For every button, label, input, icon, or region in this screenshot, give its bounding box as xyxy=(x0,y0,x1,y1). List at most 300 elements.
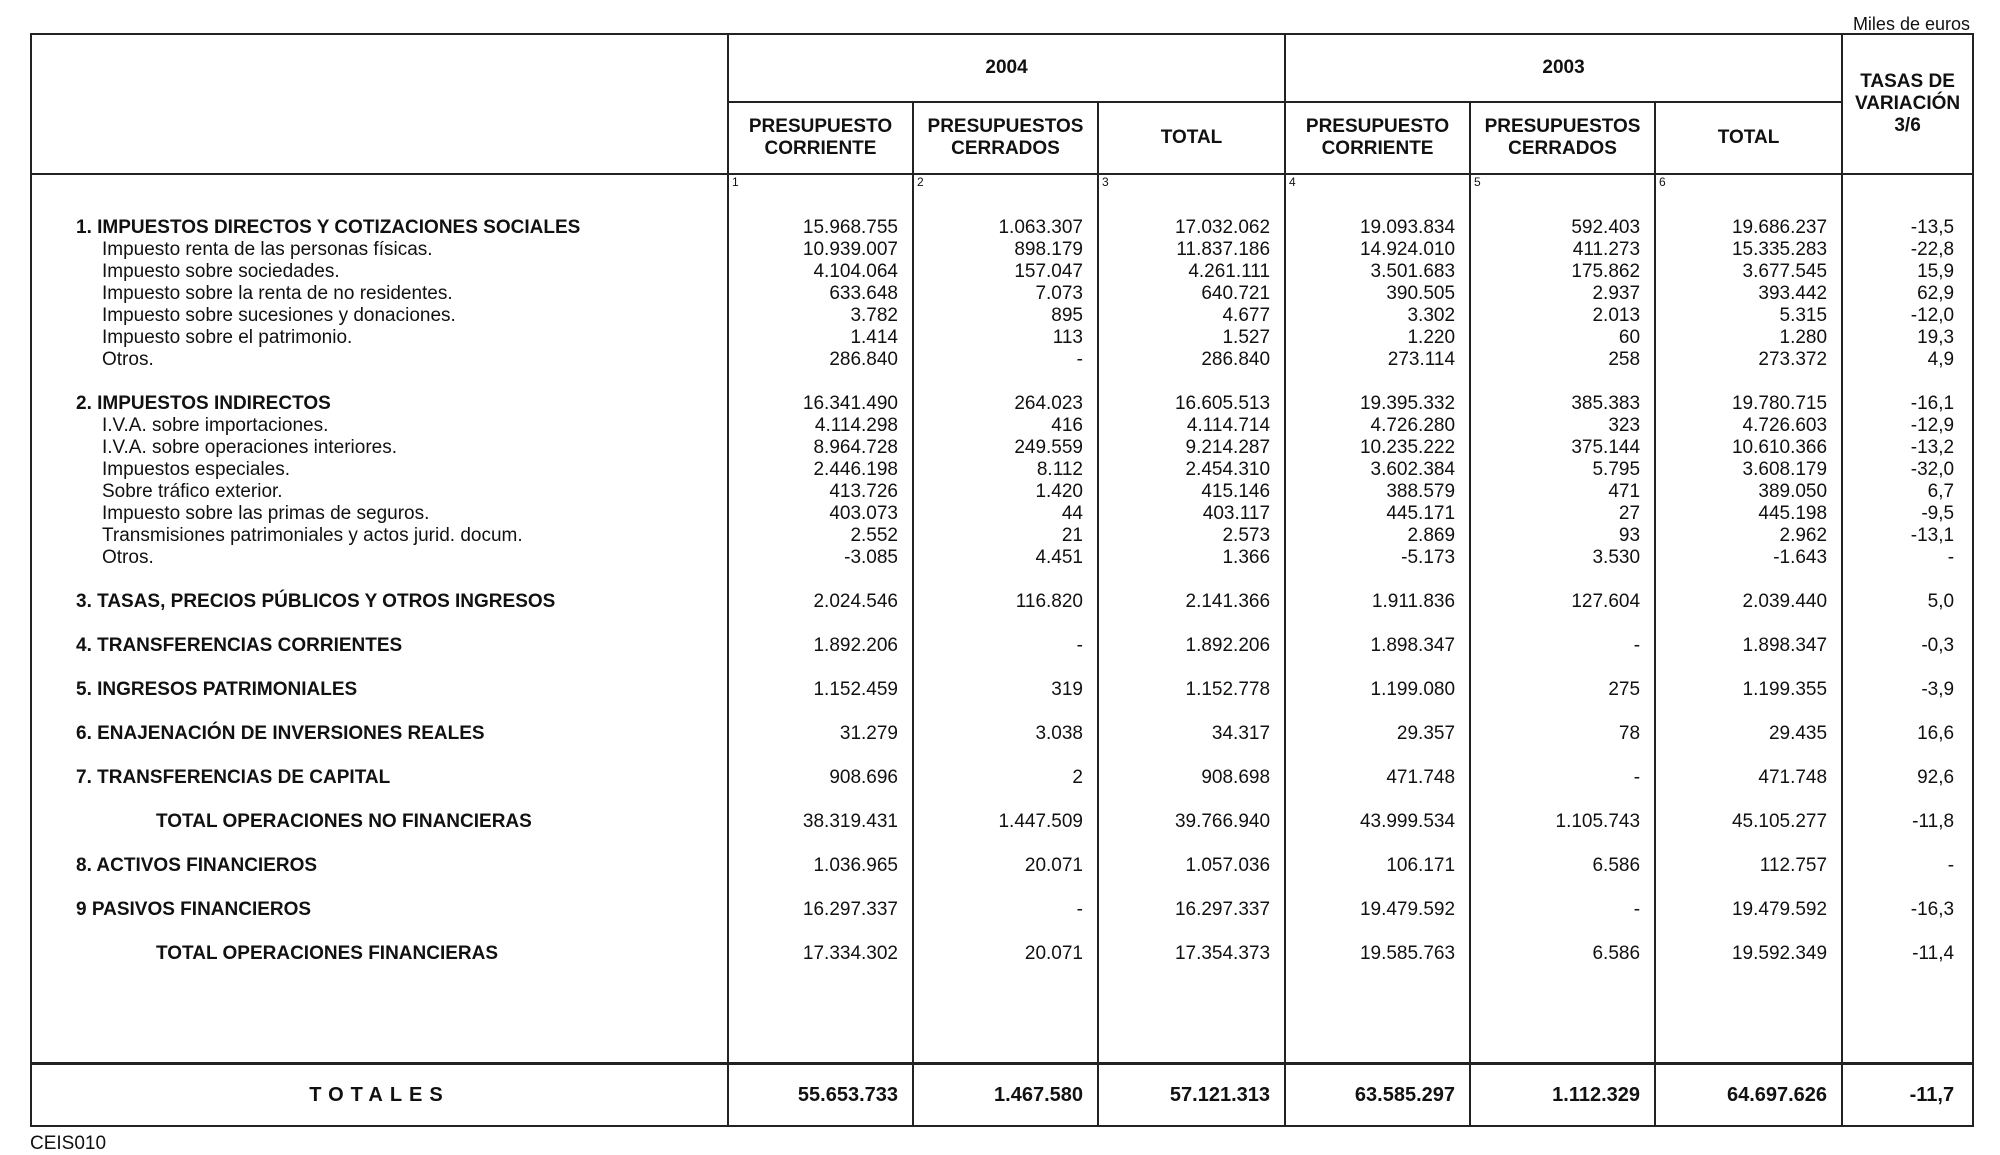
spacer-cell xyxy=(728,701,913,723)
value-cell: 1.911.836 xyxy=(1285,591,1470,613)
value-cell: 1.152.778 xyxy=(1098,679,1285,701)
value-cell: 10.610.366 xyxy=(1655,437,1842,459)
value-cell: -1.643 xyxy=(1655,547,1842,569)
rate-cell: - xyxy=(1842,855,1973,877)
value-cell: 2.937 xyxy=(1470,283,1655,305)
header-year-2004: 2004 xyxy=(728,34,1285,102)
value-cell: 413.726 xyxy=(728,481,913,503)
value-cell: 175.862 xyxy=(1470,261,1655,283)
value-cell: 10.235.222 xyxy=(1285,437,1470,459)
spacer-cell xyxy=(31,789,728,811)
value-cell: 3.782 xyxy=(728,305,913,327)
spacer-cell xyxy=(1655,371,1842,393)
totals-value-cell: 57.121.313 xyxy=(1098,1064,1285,1127)
spacer-cell xyxy=(1470,569,1655,591)
column-index-3: 3 xyxy=(1098,174,1285,195)
spacer-cell xyxy=(1285,789,1470,811)
value-cell: 5.315 xyxy=(1655,305,1842,327)
spacer-cell xyxy=(913,613,1098,635)
value-cell: 9.214.287 xyxy=(1098,437,1285,459)
spacer-cell xyxy=(1655,921,1842,943)
value-cell: 2.024.546 xyxy=(728,591,913,613)
spacer-cell xyxy=(1470,921,1655,943)
table-row xyxy=(31,217,1973,239)
value-cell: 275 xyxy=(1470,679,1655,701)
spacer-cell xyxy=(31,833,728,855)
row-label: Impuesto sobre las primas de seguros. xyxy=(31,503,728,525)
section-spacer-row xyxy=(31,877,1973,899)
value-cell: 17.032.062 xyxy=(1098,217,1285,239)
value-cell: 1.199.355 xyxy=(1655,679,1842,701)
value-cell: 258 xyxy=(1470,349,1655,371)
spacer-cell xyxy=(1285,371,1470,393)
value-cell: 27 xyxy=(1470,503,1655,525)
spacer-cell xyxy=(728,613,913,635)
header-col-1: PRESUPUESTO CORRIENTE xyxy=(728,102,913,174)
value-cell: 116.820 xyxy=(913,591,1098,613)
row-label: TOTAL OPERACIONES FINANCIERAS xyxy=(31,943,728,965)
spacer-cell xyxy=(1655,789,1842,811)
value-cell: 403.117 xyxy=(1098,503,1285,525)
revenue-table xyxy=(30,33,1974,1127)
value-cell: 112.757 xyxy=(1655,855,1842,877)
table-row xyxy=(31,943,1973,965)
value-cell: 416 xyxy=(913,415,1098,437)
value-cell: 16.605.513 xyxy=(1098,393,1285,415)
spacer-cell xyxy=(31,371,728,393)
value-cell: 20.071 xyxy=(913,855,1098,877)
section-spacer-row xyxy=(31,745,1973,767)
value-cell: 4.104.064 xyxy=(728,261,913,283)
value-cell: 415.146 xyxy=(1098,481,1285,503)
value-cell: 2 xyxy=(913,767,1098,789)
spacer-cell xyxy=(1098,921,1285,943)
value-cell: 38.319.431 xyxy=(728,811,913,833)
value-cell: 1.105.743 xyxy=(1470,811,1655,833)
spacer-cell xyxy=(1842,877,1973,899)
value-cell: 15.335.283 xyxy=(1655,239,1842,261)
spacer-cell xyxy=(1655,745,1842,767)
spacer-cell xyxy=(1285,701,1470,723)
filler-cell xyxy=(1470,965,1655,1064)
value-cell: 7.073 xyxy=(913,283,1098,305)
value-cell: 273.372 xyxy=(1655,349,1842,371)
value-cell: - xyxy=(913,635,1098,657)
value-cell: 1.280 xyxy=(1655,327,1842,349)
value-cell: 388.579 xyxy=(1285,481,1470,503)
value-cell: 3.038 xyxy=(913,723,1098,745)
spacer-cell xyxy=(913,833,1098,855)
value-cell: 3.302 xyxy=(1285,305,1470,327)
column-index-6: 6 xyxy=(1655,174,1842,195)
value-cell: 34.317 xyxy=(1098,723,1285,745)
value-cell: 19.585.763 xyxy=(1285,943,1470,965)
totals-value-cell: 1.467.580 xyxy=(913,1064,1098,1127)
spacer-cell xyxy=(31,569,728,591)
value-cell: 1.414 xyxy=(728,327,913,349)
table-row xyxy=(31,635,1973,657)
value-cell: 113 xyxy=(913,327,1098,349)
table-row xyxy=(31,261,1973,283)
section-spacer-row xyxy=(31,613,1973,635)
spacer-cell xyxy=(1285,877,1470,899)
spacer-cell xyxy=(1842,745,1973,767)
table-row xyxy=(31,393,1973,415)
table-row xyxy=(31,503,1973,525)
value-cell: 286.840 xyxy=(1098,349,1285,371)
table-row xyxy=(31,327,1973,349)
filler-cell xyxy=(31,965,728,1064)
section-spacer-row xyxy=(31,657,1973,679)
table-row xyxy=(31,855,1973,877)
spacer-cell xyxy=(913,657,1098,679)
spacer-cell xyxy=(1098,789,1285,811)
value-cell: 1.898.347 xyxy=(1285,635,1470,657)
value-cell: 1.892.206 xyxy=(728,635,913,657)
rate-cell: -11,8 xyxy=(1842,811,1973,833)
value-cell: 127.604 xyxy=(1470,591,1655,613)
table-row xyxy=(31,525,1973,547)
value-cell: 286.840 xyxy=(728,349,913,371)
rate-cell: 19,3 xyxy=(1842,327,1973,349)
value-cell: 106.171 xyxy=(1285,855,1470,877)
rate-cell: 6,7 xyxy=(1842,481,1973,503)
value-cell: -5.173 xyxy=(1285,547,1470,569)
value-cell: 411.273 xyxy=(1470,239,1655,261)
rate-cell: - xyxy=(1842,547,1973,569)
header-year-2003: 2003 xyxy=(1285,34,1842,102)
spacer-cell xyxy=(1655,877,1842,899)
rate-cell: 4,9 xyxy=(1842,349,1973,371)
spacer-cell xyxy=(1842,789,1973,811)
value-cell: 16.297.337 xyxy=(728,899,913,921)
rate-cell: -12,0 xyxy=(1842,305,1973,327)
table-row xyxy=(31,437,1973,459)
table-row xyxy=(31,723,1973,745)
value-cell: 45.105.277 xyxy=(1655,811,1842,833)
value-cell: 19.479.592 xyxy=(1655,899,1842,921)
table-row xyxy=(31,415,1973,437)
value-cell: 640.721 xyxy=(1098,283,1285,305)
section-spacer-row xyxy=(31,789,1973,811)
spacer-cell xyxy=(913,789,1098,811)
spacer-cell xyxy=(1470,745,1655,767)
table-row xyxy=(31,349,1973,371)
value-cell: - xyxy=(913,899,1098,921)
section-spacer-row xyxy=(31,569,1973,591)
row-label: 2. IMPUESTOS INDIRECTOS xyxy=(31,393,728,415)
spacer-cell xyxy=(1098,877,1285,899)
spacer-cell xyxy=(728,921,913,943)
column-index-rate-blank xyxy=(1842,174,1973,195)
value-cell: 8.112 xyxy=(913,459,1098,481)
spacer-cell xyxy=(728,569,913,591)
value-cell: 1.447.509 xyxy=(913,811,1098,833)
spacer-cell xyxy=(1098,613,1285,635)
value-cell: 10.939.007 xyxy=(728,239,913,261)
header-col-5: PRESUPUESTOS CERRADOS xyxy=(1470,102,1655,174)
value-cell: 2.962 xyxy=(1655,525,1842,547)
value-cell: 17.334.302 xyxy=(728,943,913,965)
value-cell: 471.748 xyxy=(1655,767,1842,789)
spacer-cell xyxy=(728,833,913,855)
table-row xyxy=(31,899,1973,921)
value-cell: 393.442 xyxy=(1655,283,1842,305)
value-cell: - xyxy=(913,349,1098,371)
rate-cell: 5,0 xyxy=(1842,591,1973,613)
value-cell: 319 xyxy=(913,679,1098,701)
value-cell: 31.279 xyxy=(728,723,913,745)
value-cell: 15.968.755 xyxy=(728,217,913,239)
value-cell: 93 xyxy=(1470,525,1655,547)
value-cell: -3.085 xyxy=(728,547,913,569)
totals-label: TOTALES xyxy=(31,1064,728,1127)
spacer-cell xyxy=(1285,657,1470,679)
rate-cell: -13,5 xyxy=(1842,217,1973,239)
table-row xyxy=(31,679,1973,701)
spacer-cell xyxy=(31,613,728,635)
value-cell: 6.586 xyxy=(1470,855,1655,877)
spacer-cell xyxy=(1842,657,1973,679)
spacer-cell xyxy=(913,371,1098,393)
value-cell: 4.726.603 xyxy=(1655,415,1842,437)
value-cell: 20.071 xyxy=(913,943,1098,965)
row-label: Impuestos especiales. xyxy=(31,459,728,481)
rate-cell: -13,2 xyxy=(1842,437,1973,459)
header-col-2: PRESUPUESTOS CERRADOS xyxy=(913,102,1098,174)
rate-cell: -16,1 xyxy=(1842,393,1973,415)
table-row xyxy=(31,547,1973,569)
row-label: Transmisiones patrimoniales y actos jurid. docum. xyxy=(31,525,728,547)
totals-row xyxy=(31,1064,1973,1127)
header-rate: TASAS DE VARIACIÓN 3/6 xyxy=(1842,34,1973,174)
value-cell: 908.698 xyxy=(1098,767,1285,789)
value-cell: 471 xyxy=(1470,481,1655,503)
value-cell: - xyxy=(1470,635,1655,657)
table-row xyxy=(31,459,1973,481)
totals-rate-cell: -11,7 xyxy=(1842,1064,1973,1127)
value-cell: 157.047 xyxy=(913,261,1098,283)
spacer-cell xyxy=(1470,195,1655,217)
value-cell: 6.586 xyxy=(1470,943,1655,965)
column-index-row xyxy=(31,174,1973,195)
spacer-cell xyxy=(1655,833,1842,855)
value-cell: 3.501.683 xyxy=(1285,261,1470,283)
spacer-cell xyxy=(31,877,728,899)
rate-cell: -9,5 xyxy=(1842,503,1973,525)
value-cell: 17.354.373 xyxy=(1098,943,1285,965)
spacer-cell xyxy=(1655,657,1842,679)
header-row-years xyxy=(31,34,1973,102)
value-cell: 389.050 xyxy=(1655,481,1842,503)
value-cell: 11.837.186 xyxy=(1098,239,1285,261)
table-row xyxy=(31,811,1973,833)
value-cell: 19.780.715 xyxy=(1655,393,1842,415)
section-spacer-row xyxy=(31,833,1973,855)
row-label: TOTAL OPERACIONES NO FINANCIERAS xyxy=(31,811,728,833)
rate-cell: 15,9 xyxy=(1842,261,1973,283)
value-cell: 898.179 xyxy=(913,239,1098,261)
value-cell: 471.748 xyxy=(1285,767,1470,789)
spacer-cell xyxy=(1098,833,1285,855)
rate-cell: -0,3 xyxy=(1842,635,1973,657)
filler-cell xyxy=(1842,965,1973,1064)
value-cell: 1.420 xyxy=(913,481,1098,503)
row-label: 3. TASAS, PRECIOS PÚBLICOS Y OTROS INGRESOS xyxy=(31,591,728,613)
spacer-cell xyxy=(1285,613,1470,635)
spacer-row xyxy=(31,195,1973,217)
totals-value-cell: 55.653.733 xyxy=(728,1064,913,1127)
rate-cell: -12,9 xyxy=(1842,415,1973,437)
spacer-cell xyxy=(728,195,913,217)
value-cell: 19.093.834 xyxy=(1285,217,1470,239)
spacer-cell xyxy=(1285,195,1470,217)
column-index-4: 4 xyxy=(1285,174,1470,195)
spacer-cell xyxy=(1285,921,1470,943)
value-cell: 4.451 xyxy=(913,547,1098,569)
spacer-cell xyxy=(1655,195,1842,217)
value-cell: 390.505 xyxy=(1285,283,1470,305)
units-label: Miles de euros xyxy=(1852,14,1970,34)
value-cell: 3.602.384 xyxy=(1285,459,1470,481)
rate-cell: -3,9 xyxy=(1842,679,1973,701)
value-cell: 5.795 xyxy=(1470,459,1655,481)
spacer-cell xyxy=(31,657,728,679)
row-label: 9 PASIVOS FINANCIEROS xyxy=(31,899,728,921)
value-cell: 19.479.592 xyxy=(1285,899,1470,921)
spacer-cell xyxy=(31,701,728,723)
spacer-cell xyxy=(1098,745,1285,767)
row-label: Impuesto sobre sociedades. xyxy=(31,261,728,283)
spacer-cell xyxy=(728,745,913,767)
section-spacer-row xyxy=(31,921,1973,943)
value-cell: 19.592.349 xyxy=(1655,943,1842,965)
value-cell: 2.013 xyxy=(1470,305,1655,327)
value-cell: 29.435 xyxy=(1655,723,1842,745)
value-cell: 1.527 xyxy=(1098,327,1285,349)
spacer-cell xyxy=(913,877,1098,899)
value-cell: 4.114.298 xyxy=(728,415,913,437)
value-cell: 1.220 xyxy=(1285,327,1470,349)
row-label: I.V.A. sobre importaciones. xyxy=(31,415,728,437)
spacer-cell xyxy=(1470,371,1655,393)
value-cell: 4.261.111 xyxy=(1098,261,1285,283)
row-label: 7. TRANSFERENCIAS DE CAPITAL xyxy=(31,767,728,789)
value-cell: 1.199.080 xyxy=(1285,679,1470,701)
value-cell: 16.297.337 xyxy=(1098,899,1285,921)
header-col-6: TOTAL xyxy=(1655,102,1842,174)
section-spacer-row xyxy=(31,701,1973,723)
spacer-cell xyxy=(1470,789,1655,811)
value-cell: 43.999.534 xyxy=(1285,811,1470,833)
value-cell: 4.677 xyxy=(1098,305,1285,327)
spacer-cell xyxy=(31,745,728,767)
spacer-cell xyxy=(1470,701,1655,723)
row-label: Sobre tráfico exterior. xyxy=(31,481,728,503)
spacer-cell xyxy=(1098,569,1285,591)
row-label: 8. ACTIVOS FINANCIEROS xyxy=(31,855,728,877)
spacer-cell xyxy=(1655,613,1842,635)
value-cell: 1.152.459 xyxy=(728,679,913,701)
value-cell: 39.766.940 xyxy=(1098,811,1285,833)
value-cell: 1.057.036 xyxy=(1098,855,1285,877)
column-index-1: 1 xyxy=(728,174,913,195)
table-row xyxy=(31,305,1973,327)
rate-cell: -32,0 xyxy=(1842,459,1973,481)
value-cell: 2.446.198 xyxy=(728,459,913,481)
rate-cell: -22,8 xyxy=(1842,239,1973,261)
rate-cell: -16,3 xyxy=(1842,899,1973,921)
column-index-5: 5 xyxy=(1470,174,1655,195)
filler-cell xyxy=(728,965,913,1064)
table-body xyxy=(31,174,1973,1126)
row-label: Impuesto sobre sucesiones y donaciones. xyxy=(31,305,728,327)
spacer-cell xyxy=(1842,195,1973,217)
footer-code: CEIS010 xyxy=(30,1133,107,1154)
header-col-4: PRESUPUESTO CORRIENTE xyxy=(1285,102,1470,174)
spacer-cell xyxy=(1285,745,1470,767)
row-label: Impuesto sobre el patrimonio. xyxy=(31,327,728,349)
table-row xyxy=(31,591,1973,613)
value-cell: 403.073 xyxy=(728,503,913,525)
spacer-cell xyxy=(1470,613,1655,635)
spacer-cell xyxy=(1655,701,1842,723)
value-cell: 1.892.206 xyxy=(1098,635,1285,657)
value-cell: 249.559 xyxy=(913,437,1098,459)
value-cell: 2.552 xyxy=(728,525,913,547)
totals-value-cell: 63.585.297 xyxy=(1285,1064,1470,1127)
rate-cell: -13,1 xyxy=(1842,525,1973,547)
spacer-cell xyxy=(913,701,1098,723)
value-cell: 2.141.366 xyxy=(1098,591,1285,613)
row-label: 1. IMPUESTOS DIRECTOS Y COTIZACIONES SOCIALES xyxy=(31,217,728,239)
spacer-cell xyxy=(1098,657,1285,679)
spacer-cell xyxy=(1470,657,1655,679)
rate-cell: -11,4 xyxy=(1842,943,1973,965)
value-cell: 375.144 xyxy=(1470,437,1655,459)
rate-cell: 16,6 xyxy=(1842,723,1973,745)
table-row xyxy=(31,481,1973,503)
spacer-cell xyxy=(1842,921,1973,943)
row-label: Otros. xyxy=(31,547,728,569)
section-spacer-row xyxy=(31,371,1973,393)
row-label: I.V.A. sobre operaciones interiores. xyxy=(31,437,728,459)
value-cell: 3.608.179 xyxy=(1655,459,1842,481)
spacer-cell xyxy=(31,921,728,943)
value-cell: 19.686.237 xyxy=(1655,217,1842,239)
filler-cell xyxy=(1285,965,1470,1064)
spacer-cell xyxy=(913,569,1098,591)
spacer-cell xyxy=(1285,569,1470,591)
value-cell: 1.366 xyxy=(1098,547,1285,569)
value-cell: - xyxy=(1470,767,1655,789)
totals-value-cell: 1.112.329 xyxy=(1470,1064,1655,1127)
value-cell: 3.677.545 xyxy=(1655,261,1842,283)
spacer-cell xyxy=(1655,569,1842,591)
value-cell: 44 xyxy=(913,503,1098,525)
value-cell: 323 xyxy=(1470,415,1655,437)
spacer-cell xyxy=(728,657,913,679)
value-cell: 29.357 xyxy=(1285,723,1470,745)
value-cell: 4.726.280 xyxy=(1285,415,1470,437)
table-row xyxy=(31,283,1973,305)
spacer-cell xyxy=(1098,195,1285,217)
spacer-cell xyxy=(913,745,1098,767)
filler-cell xyxy=(1655,965,1842,1064)
rate-cell: 62,9 xyxy=(1842,283,1973,305)
spacer-cell xyxy=(1470,877,1655,899)
value-cell: 60 xyxy=(1470,327,1655,349)
